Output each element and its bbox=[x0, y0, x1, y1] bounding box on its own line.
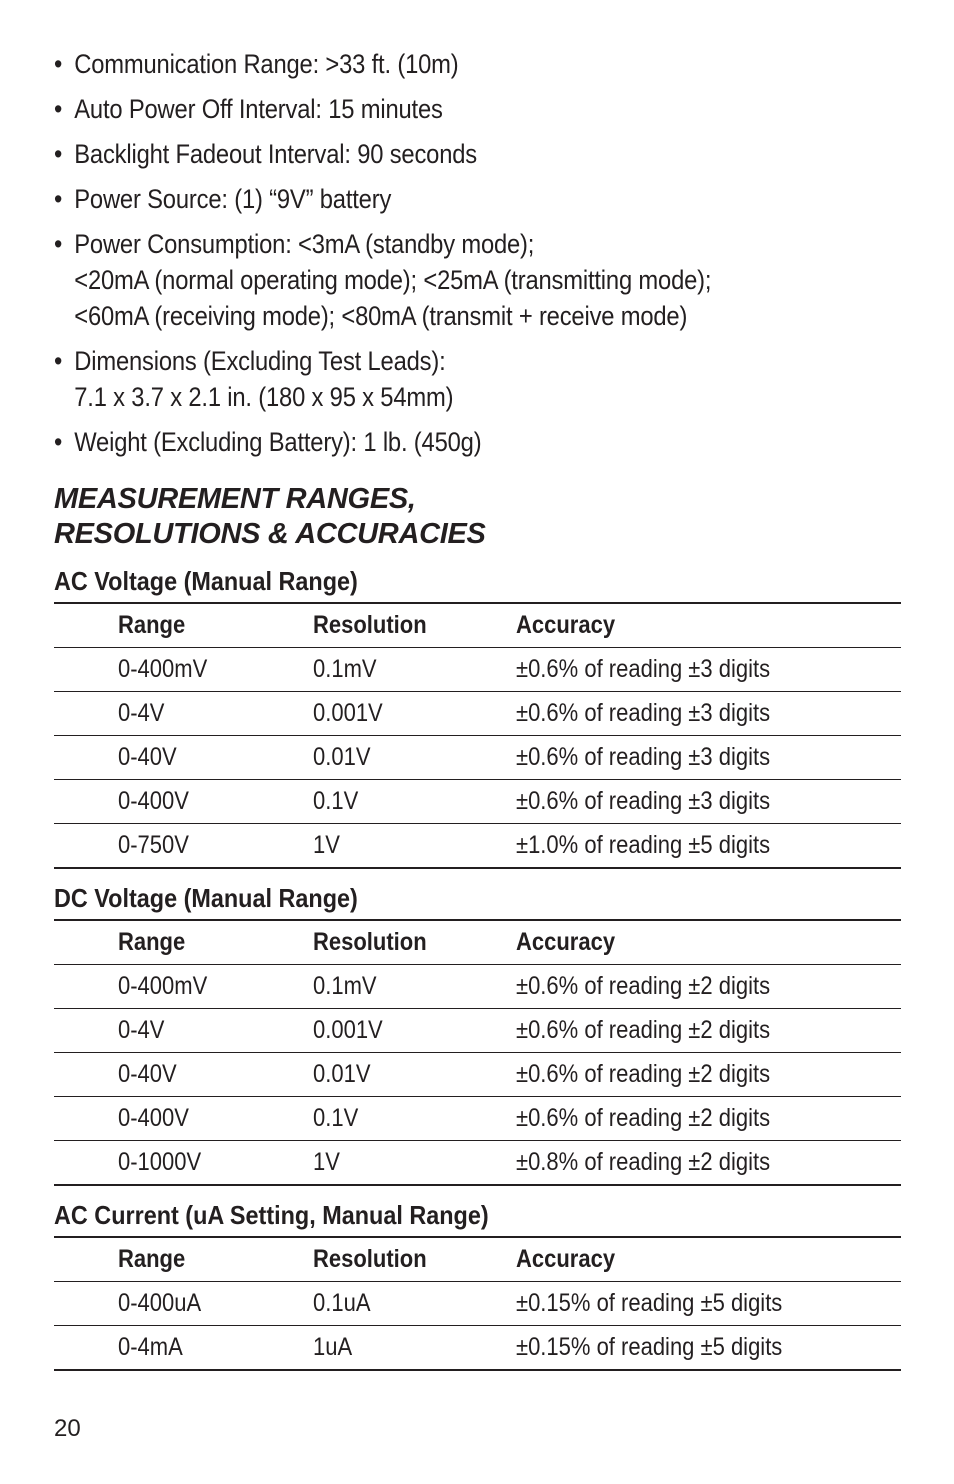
table-indent-cell bbox=[54, 1141, 118, 1186]
table-header-label: Accuracy bbox=[516, 611, 616, 639]
table-cell bbox=[516, 1326, 901, 1371]
table-header-cell bbox=[516, 920, 901, 965]
table-indent-cell bbox=[54, 1009, 118, 1053]
spec-bullet-line: • Communication Range: >33 ft. (10m) bbox=[74, 49, 459, 79]
table-row bbox=[54, 1282, 901, 1326]
table-row bbox=[54, 648, 901, 692]
table-indent-cell bbox=[54, 824, 118, 869]
spec-bullet-line: • Power Consumption: <3mA (standby mode); bbox=[74, 229, 535, 259]
table-cell-value: 0.001V bbox=[313, 699, 383, 727]
table-cell-value: ±0.6% of reading ±3 digits bbox=[516, 655, 771, 683]
table-cell bbox=[118, 824, 313, 869]
table-cell-value: ±0.6% of reading ±3 digits bbox=[516, 699, 771, 727]
table-cell-value: 0-400mV bbox=[118, 972, 208, 1000]
table-cell bbox=[118, 780, 313, 824]
spec-bullet-line: 7.1 x 3.7 x 2.1 in. (180 x 95 x 54mm) bbox=[74, 382, 454, 412]
table-cell-value: ±0.6% of reading ±3 digits bbox=[516, 787, 771, 815]
table-cell-value: ±0.6% of reading ±2 digits bbox=[516, 972, 771, 1000]
table-indent-cell bbox=[54, 736, 118, 780]
table-indent-cell bbox=[54, 692, 118, 736]
table-cell bbox=[516, 824, 901, 869]
table-header-cell bbox=[118, 1237, 313, 1282]
table-row bbox=[54, 736, 901, 780]
spec-tables bbox=[54, 564, 901, 1371]
spec-bullet-line: • Dimensions (Excluding Test Leads): bbox=[74, 346, 446, 376]
table-header-label: Range bbox=[118, 928, 186, 956]
table-indent-cell bbox=[54, 1326, 118, 1371]
table-cell bbox=[516, 736, 901, 780]
spec-table bbox=[54, 602, 901, 869]
table-cell bbox=[313, 1053, 516, 1097]
table-indent-cell bbox=[54, 965, 118, 1009]
table-cell-value: 0-4mA bbox=[118, 1333, 183, 1361]
spec-bullet-line: • Auto Power Off Interval: 15 minutes bbox=[74, 94, 443, 124]
table-cell-value: ±1.0% of reading ±5 digits bbox=[516, 831, 771, 859]
table-indent-cell bbox=[54, 1053, 118, 1097]
table-cell bbox=[516, 1097, 901, 1141]
document-page bbox=[54, 46, 901, 1371]
table-indent-cell bbox=[54, 1282, 118, 1326]
table-row bbox=[54, 824, 901, 869]
table-header-cell bbox=[118, 603, 313, 648]
table-cell bbox=[516, 780, 901, 824]
table-cell bbox=[118, 1053, 313, 1097]
table-header-cell bbox=[313, 920, 516, 965]
table-cell-value: 0-40V bbox=[118, 1060, 177, 1088]
spec-bullet bbox=[54, 343, 916, 415]
table-cell bbox=[118, 1141, 313, 1186]
table-cell-value: 0-750V bbox=[118, 831, 189, 859]
table-cell bbox=[516, 1009, 901, 1053]
table-row bbox=[54, 1009, 901, 1053]
table-row bbox=[54, 1053, 901, 1097]
section-title-line: MEASUREMENT RANGES, bbox=[54, 483, 416, 515]
spec-bullet bbox=[54, 136, 916, 172]
table-cell-value: 0-4V bbox=[118, 1016, 165, 1044]
table-cell-value: 0.001V bbox=[313, 1016, 383, 1044]
table-cell bbox=[516, 965, 901, 1009]
table-cell bbox=[516, 692, 901, 736]
table-cell bbox=[313, 1009, 516, 1053]
spec-table bbox=[54, 1236, 901, 1371]
table-row bbox=[54, 1097, 901, 1141]
table-cell-value: 0.1V bbox=[313, 1104, 359, 1132]
table-cell-value: 0-400V bbox=[118, 787, 189, 815]
table-header-cell bbox=[118, 920, 313, 965]
spec-bullet bbox=[54, 46, 916, 82]
table-cell-value: ±0.6% of reading ±2 digits bbox=[516, 1060, 771, 1088]
spec-bullet-line: • Power Source: (1) “9V” battery bbox=[74, 184, 392, 214]
table-cell bbox=[516, 1282, 901, 1326]
table-cell-value: ±0.6% of reading ±3 digits bbox=[516, 743, 771, 771]
table-cell bbox=[118, 965, 313, 1009]
page-number: 20 bbox=[54, 1415, 81, 1442]
table-cell-value: ±0.15% of reading ±5 digits bbox=[516, 1333, 783, 1361]
table-cell-value: ±0.8% of reading ±2 digits bbox=[516, 1148, 771, 1176]
table-cell-value: 0-40V bbox=[118, 743, 177, 771]
table-row bbox=[54, 965, 901, 1009]
table-header-label: Range bbox=[118, 611, 186, 639]
table-header-cell bbox=[516, 603, 901, 648]
table-header-row bbox=[54, 603, 901, 648]
table-cell-value: 1V bbox=[313, 831, 340, 859]
spec-bullet-line: <60mA (receiving mode); <80mA (transmit + receive mode) bbox=[74, 301, 688, 331]
table-cell-value: 0.1mV bbox=[313, 655, 377, 683]
spec-table bbox=[54, 919, 901, 1186]
table-cell bbox=[313, 1097, 516, 1141]
spec-bullet bbox=[54, 424, 916, 460]
table-cell bbox=[118, 648, 313, 692]
table-header-label: Resolution bbox=[313, 611, 427, 639]
table-header-cell bbox=[313, 1237, 516, 1282]
table-cell bbox=[516, 1053, 901, 1097]
table-cell bbox=[118, 1097, 313, 1141]
table-cell-value: ±0.6% of reading ±2 digits bbox=[516, 1016, 771, 1044]
section-title bbox=[54, 482, 901, 552]
table-cell-value: 1uA bbox=[313, 1333, 353, 1361]
spec-bullet bbox=[54, 226, 916, 334]
table-header-label: Resolution bbox=[313, 928, 427, 956]
table-cell bbox=[118, 1282, 313, 1326]
table-cell bbox=[516, 648, 901, 692]
table-cell bbox=[313, 1282, 516, 1326]
table-cell-value: 0.01V bbox=[313, 1060, 371, 1088]
table-header-cell bbox=[313, 603, 516, 648]
table-cell bbox=[516, 1141, 901, 1186]
table-cell-value: 0-400uA bbox=[118, 1289, 202, 1317]
table-cell bbox=[313, 1141, 516, 1186]
table-cell bbox=[313, 692, 516, 736]
table-cell-value: 0-4V bbox=[118, 699, 165, 727]
table-cell bbox=[118, 1009, 313, 1053]
spec-bullet-line: <20mA (normal operating mode); <25mA (transmitting mode); bbox=[74, 265, 712, 295]
table-cell-value: ±0.6% of reading ±2 digits bbox=[516, 1104, 771, 1132]
table-cell bbox=[313, 824, 516, 869]
table-row bbox=[54, 692, 901, 736]
spec-table-block bbox=[54, 881, 901, 1186]
spec-table-block bbox=[54, 1198, 901, 1371]
spec-table-block bbox=[54, 564, 901, 869]
spec-bullet-line: • Backlight Fadeout Interval: 90 seconds bbox=[74, 139, 478, 169]
table-header-label: Range bbox=[118, 1245, 186, 1273]
table-indent-cell bbox=[54, 920, 118, 965]
table-indent-cell bbox=[54, 1237, 118, 1282]
table-cell bbox=[313, 648, 516, 692]
table-header-label: Accuracy bbox=[516, 1245, 616, 1273]
table-row bbox=[54, 1141, 901, 1186]
table-cell-value: 0.01V bbox=[313, 743, 371, 771]
table-title: DC Voltage (Manual Range) bbox=[54, 883, 358, 913]
table-cell-value: 0-400V bbox=[118, 1104, 189, 1132]
table-title: AC Voltage (Manual Range) bbox=[54, 566, 358, 596]
table-row bbox=[54, 780, 901, 824]
table-header-row bbox=[54, 920, 901, 965]
table-cell-value: 0.1mV bbox=[313, 972, 377, 1000]
table-cell bbox=[313, 780, 516, 824]
table-indent-cell bbox=[54, 780, 118, 824]
table-cell-value: 1V bbox=[313, 1148, 340, 1176]
table-indent-cell bbox=[54, 1097, 118, 1141]
section-title-line: RESOLUTIONS & ACCURACIES bbox=[54, 518, 486, 550]
table-indent-cell bbox=[54, 648, 118, 692]
table-row bbox=[54, 1326, 901, 1371]
table-cell-value: ±0.15% of reading ±5 digits bbox=[516, 1289, 783, 1317]
table-indent-cell bbox=[54, 603, 118, 648]
table-title: AC Current (uA Setting, Manual Range) bbox=[54, 1200, 489, 1230]
table-cell bbox=[118, 692, 313, 736]
table-cell bbox=[313, 736, 516, 780]
table-header-label: Resolution bbox=[313, 1245, 427, 1273]
table-header-label: Accuracy bbox=[516, 928, 616, 956]
table-header-row bbox=[54, 1237, 901, 1282]
table-cell-value: 0.1V bbox=[313, 787, 359, 815]
spec-bullet-list bbox=[54, 46, 901, 460]
table-cell bbox=[313, 1326, 516, 1371]
table-cell bbox=[313, 965, 516, 1009]
table-cell-value: 0-1000V bbox=[118, 1148, 202, 1176]
spec-bullet bbox=[54, 181, 916, 217]
table-header-cell bbox=[516, 1237, 901, 1282]
table-cell bbox=[118, 1326, 313, 1371]
table-cell-value: 0-400mV bbox=[118, 655, 208, 683]
table-cell-value: 0.1uA bbox=[313, 1289, 371, 1317]
table-cell bbox=[118, 736, 313, 780]
spec-bullet bbox=[54, 91, 916, 127]
spec-bullet-line: • Weight (Excluding Battery): 1 lb. (450g) bbox=[74, 427, 482, 457]
